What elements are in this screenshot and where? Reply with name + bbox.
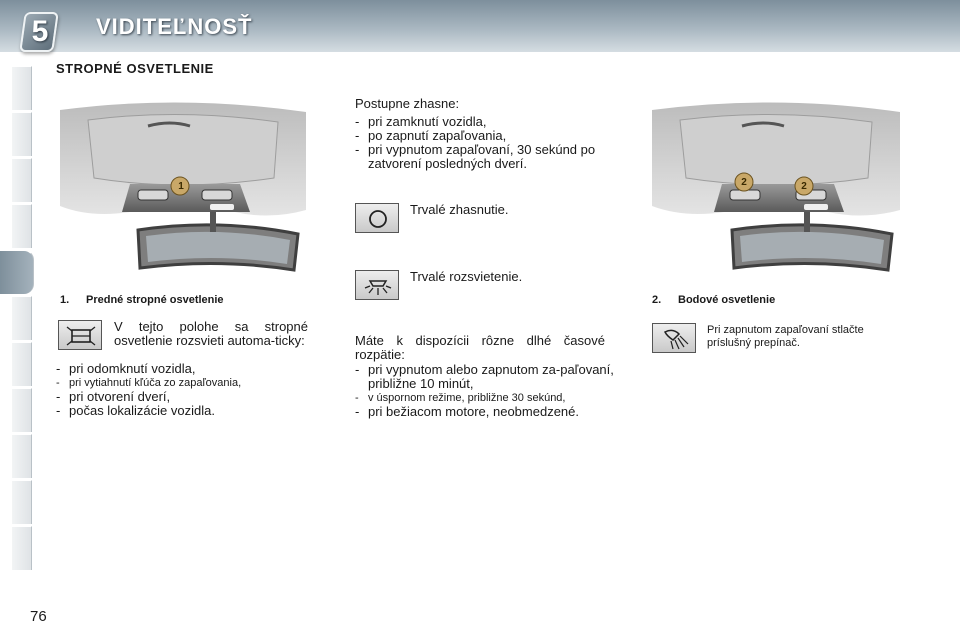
front-courtesy-light-description: V tejto polohe sa stropné osvetlenie rozsvieti automa-ticky:: [114, 319, 308, 348]
spotlight-icon: [652, 323, 696, 353]
heading-text: Bodové osvetlenie: [678, 294, 776, 306]
side-tab[interactable]: [12, 296, 32, 340]
left-conditions-list: [56, 362, 326, 418]
fade-out-intro: Postupne zhasne:: [355, 96, 460, 111]
page-number: 76: [30, 608, 47, 625]
chapter-title: VIDITEĽNOSŤ: [96, 14, 253, 39]
list-item: - po zapnutí zapaľovania,: [355, 129, 611, 143]
photo-callout-2b: 2: [801, 181, 807, 192]
list-item: - pri odomknutí vozidla,: [56, 362, 326, 376]
side-tab[interactable]: [12, 112, 32, 156]
chapter-number: 5: [31, 15, 49, 48]
side-tab[interactable]: [12, 388, 32, 432]
timing-list: [355, 363, 617, 419]
front-courtesy-light-heading: [60, 294, 224, 306]
list-item: - pri otvorení dverí,: [56, 390, 326, 404]
side-tab[interactable]: [12, 204, 32, 248]
photo-callout-2a: 2: [741, 177, 747, 188]
photo-callout-1: 1: [178, 181, 184, 192]
list-item: - pri vypnutom alebo zapnutom za-paľovaní, približne 10 minút,: [355, 363, 617, 391]
heading-number: 1.: [60, 294, 70, 306]
timing-intro: Máte k dispozícii rôzne dlhé časové rozpätie:: [355, 333, 605, 362]
list-item: - pri zamknutí vozidla,: [355, 115, 611, 129]
list-item: - v úspornom režime, približne 30 sekúnd,: [355, 391, 617, 405]
side-tab-active[interactable]: [0, 250, 34, 294]
spotlight-description: Pri zapnutom zapaľovaní stlačte príslušný prepínač.: [707, 324, 864, 349]
heading-text: Predné stropné osvetlenie: [86, 294, 224, 306]
side-tab[interactable]: [12, 66, 32, 110]
side-tab[interactable]: [12, 158, 32, 202]
side-tab[interactable]: [12, 342, 32, 386]
spotlight-photo: [652, 100, 900, 276]
list-item: - pri bežiacom motore, neobmedzené.: [355, 405, 617, 419]
courtesy-light-door-icon: [58, 320, 102, 350]
chapter-side-tabs: [0, 66, 34, 576]
spotlight-heading: [652, 294, 775, 306]
heading-number: 2.: [652, 294, 662, 306]
list-item: - počas lokalizácie vozidla.: [56, 404, 326, 418]
permanent-off-text: Trvalé zhasnutie.: [410, 202, 509, 217]
list-item: - pri vytiahnutí kľúča zo zapaľovania,: [56, 376, 326, 390]
section-title: STROPNÉ OSVETLENIE: [56, 61, 214, 76]
list-item: - pri vypnutom zapaľovaní, 30 sekúnd po zatvorení posledných dverí.: [355, 143, 611, 171]
circle-off-icon: [355, 203, 399, 233]
fade-out-list: [355, 115, 611, 171]
side-tab[interactable]: [12, 434, 32, 478]
side-tab[interactable]: [12, 526, 32, 570]
side-tab[interactable]: [12, 480, 32, 524]
lamp-rays-icon: [355, 270, 399, 300]
permanent-on-text: Trvalé rozsvietenie.: [410, 269, 523, 284]
